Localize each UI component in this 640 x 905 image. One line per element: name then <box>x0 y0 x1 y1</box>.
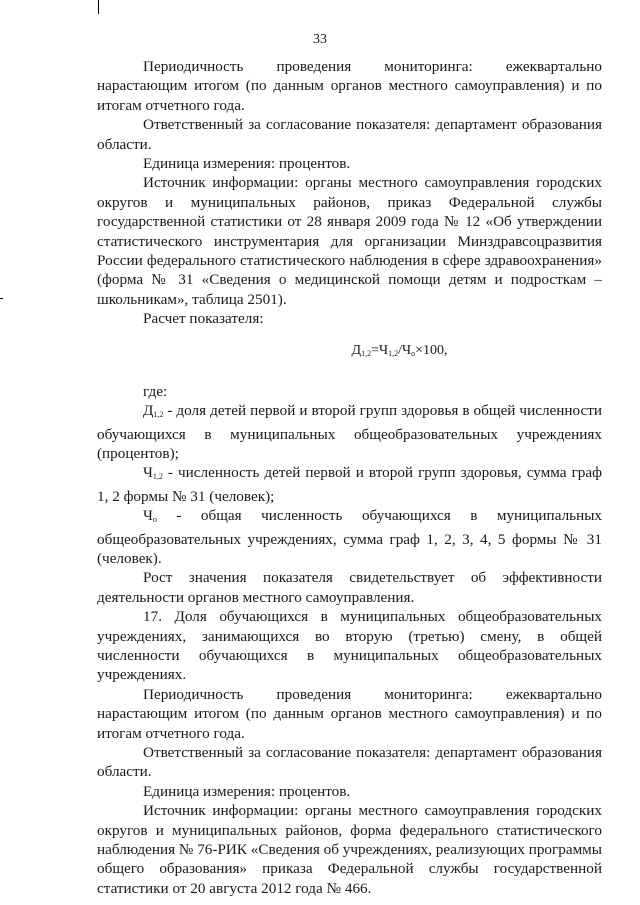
definition-d12: $Д_{1,2}$ - доля детей первой и второй групп здоровья в общей численности обучающихся в муниципальных общеобразовательных учреждениях (процентов); <box>97 402 602 462</box>
formula: $Д_{1,2}=Ч_{1,2}/Ч_о\times 100$, <box>351 342 448 358</box>
growth-paragraph: Рост значения показателя свидетельствует об эффективности деятельности органов местного самоуправления. <box>97 569 602 606</box>
responsible-paragraph-2: Ответственный за согласование показателя: департамент образования области. <box>97 744 602 781</box>
unit-paragraph: Единица измерения: процентов. <box>143 155 351 173</box>
where-label: где: <box>143 382 168 400</box>
periodicity-paragraph: Периодичность проведения мониторинга: ежеквартально нарастающим итогом (по данным органов местного самоуправления) и по итогам отчетного года. <box>97 58 602 114</box>
document-body <box>97 57 602 898</box>
scan-edge-mark-top <box>98 0 99 14</box>
source-paragraph: Источник информации: органы местного самоуправления городских округов и муниципальных районов, приказ Федеральной службы государственной статистики от 28 января 2009 года № 12 «Об утверждении статистического инструментария для организации Минздравсоцразвития России федерального статистического наблюдения в сфере здравоохранения» (форма № 31 «Сведения о медицинской помощи детям и подросткам – школьникам», таблица 2501). <box>97 174 602 308</box>
definition-ch12: $Ч_{1,2}$ - численность детей первой и второй групп здоровья, сумма граф 1, 2 формы № 31 (человек); <box>97 464 602 505</box>
responsible-paragraph: Ответственный за согласование показателя: департамент образования области. <box>97 116 602 153</box>
scan-edge-mark-left <box>0 298 3 299</box>
item-17-heading: 17. Доля обучающихся в муниципальных общеобразовательных учреждениях, занимающихся во вторую (третью) смену, в общей численности обучающихся в муниципальных общеобразовательных учреждениях. <box>97 608 602 684</box>
unit-paragraph-2: Единица измерения: процентов. <box>143 782 351 800</box>
source-paragraph-2: Источник информации: органы местного самоуправления городских округов и муниципальных районов, форма федерального статистического наблюдения № 76-РИК «Сведения об учреждениях, реализующих программы общего образования» приказа Федеральной службы государственной статистики от 20 августа 2012 года № 466. <box>97 802 602 897</box>
page-number: 33 <box>313 32 327 47</box>
calculation-label: Расчет показателя: <box>143 310 264 328</box>
periodicity-paragraph-2: Периодичность проведения мониторинга: ежеквартально нарастающим итогом (по данным органов местного самоуправления) и по итогам отчетного года. <box>97 685 602 742</box>
definition-cho: $Ч_о$ - общая численность обучающихся в муниципальных общеобразовательных учреждениях, сумма граф 1, 2, 3, 4, 5 формы № 31 (человек). <box>97 507 602 567</box>
